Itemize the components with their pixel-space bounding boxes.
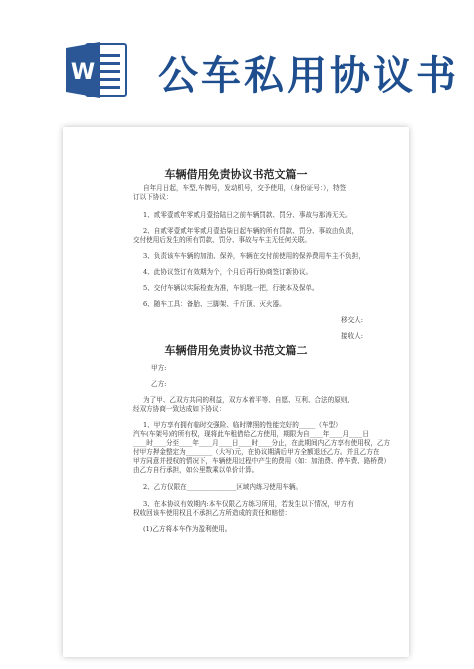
receiver-signature-label: 接收人: — [340, 332, 363, 340]
section1-item4: 4、此协议签订有效期为个，个月后再行协商签订新协议。 — [143, 268, 313, 276]
section2-intro-line1: 为了甲、乙双方共同的利益，双方本着平等、自愿、互利、合法的原则, — [143, 396, 350, 404]
section2-item1-line5: 甲方同意并授权的情况下，车辆使用过程中产生的费用（如：加油费、停车费、路桥费） — [133, 457, 391, 465]
section1-item2-line2: 交付使用后发生的所有罚款、罚分、事故与车主无任何关联。 — [133, 236, 312, 244]
party-b-label: 乙方: — [151, 380, 167, 388]
section2-title: 车辆借用免责协议书范文篇二 — [164, 344, 308, 357]
section2-item3a: (1)乙方将本车作为盈利使用。 — [143, 525, 232, 533]
section1-item5: 5、交付车辆以实际检查为准，车钥匙一把，行驶本及保单。 — [143, 284, 319, 292]
section1-intro-line1: 自年月日起，车型,车牌号，发动机号，交予使用，（身份证号：），特签 — [143, 184, 347, 192]
section2-item1-line6: 由乙方自行承担，如公里数乘以单价计算。 — [133, 466, 259, 474]
section2-item3-line1: 3、在本协议有效期内:本车仅限乙方练习所用，若发生以下情况，甲方有 — [143, 500, 354, 508]
section2-item1-line4: 付甲方押金整定为________（大写)元，在协议期满后甲方全额退还乙方。并且乙方在 — [133, 448, 380, 456]
document-page — [63, 127, 409, 657]
section2-item2: 2、乙方仅限在_______________区域内练习使用车辆。 — [143, 483, 303, 491]
section2-intro-line2: 经双方协商一致达成如下协议： — [133, 405, 226, 413]
party-a-label: 甲方: — [151, 364, 167, 372]
section2-item1-line3: ____时____分至____年____月____日____时____分止，在此期间内乙方享有使用权，乙方 — [133, 439, 391, 447]
section1-item2-line1: 2、自贰零壹贰年零贰月壹拾柒日起车辆的所有罚款、罚分、事故由负责， — [143, 227, 359, 235]
banner — [0, 0, 474, 120]
section2-item1-line2: 汽车(车架号)的所有权，现将此车租借给乙方使用，期限为自____年____月____日 — [133, 430, 369, 438]
section1-intro-line2: 订以下协议： — [133, 193, 173, 201]
section1-item1: 1、贰零壹贰年零贰月壹拾陆日之前车辆罚款、罚分、事故与那涛无关。 — [143, 211, 352, 219]
word-document-icon — [64, 38, 130, 102]
section1-title: 车辆借用免责协议书范文篇一 — [164, 168, 308, 181]
logo-letter: W — [70, 60, 96, 85]
section1-item6: 6、随车工具：备胎、三脚架、千斤顶、灭火器。 — [143, 300, 286, 308]
section2-item3-line2: 权收回该车使用权且不承担乙方所造成的责任和赔偿： — [133, 509, 292, 517]
section2-item1-line1: 1、甲方享有拥有临时交强险、临时牌照的性能完好的_____（车型） — [143, 421, 342, 429]
handover-signature-label: 移交人: — [340, 316, 363, 324]
section1-item3: 3、负责该车车辆的加油、保养，车辆在交付前使用的保养费用车主不负担， — [143, 252, 365, 260]
page-title: 公车私用协议书 — [158, 53, 459, 99]
